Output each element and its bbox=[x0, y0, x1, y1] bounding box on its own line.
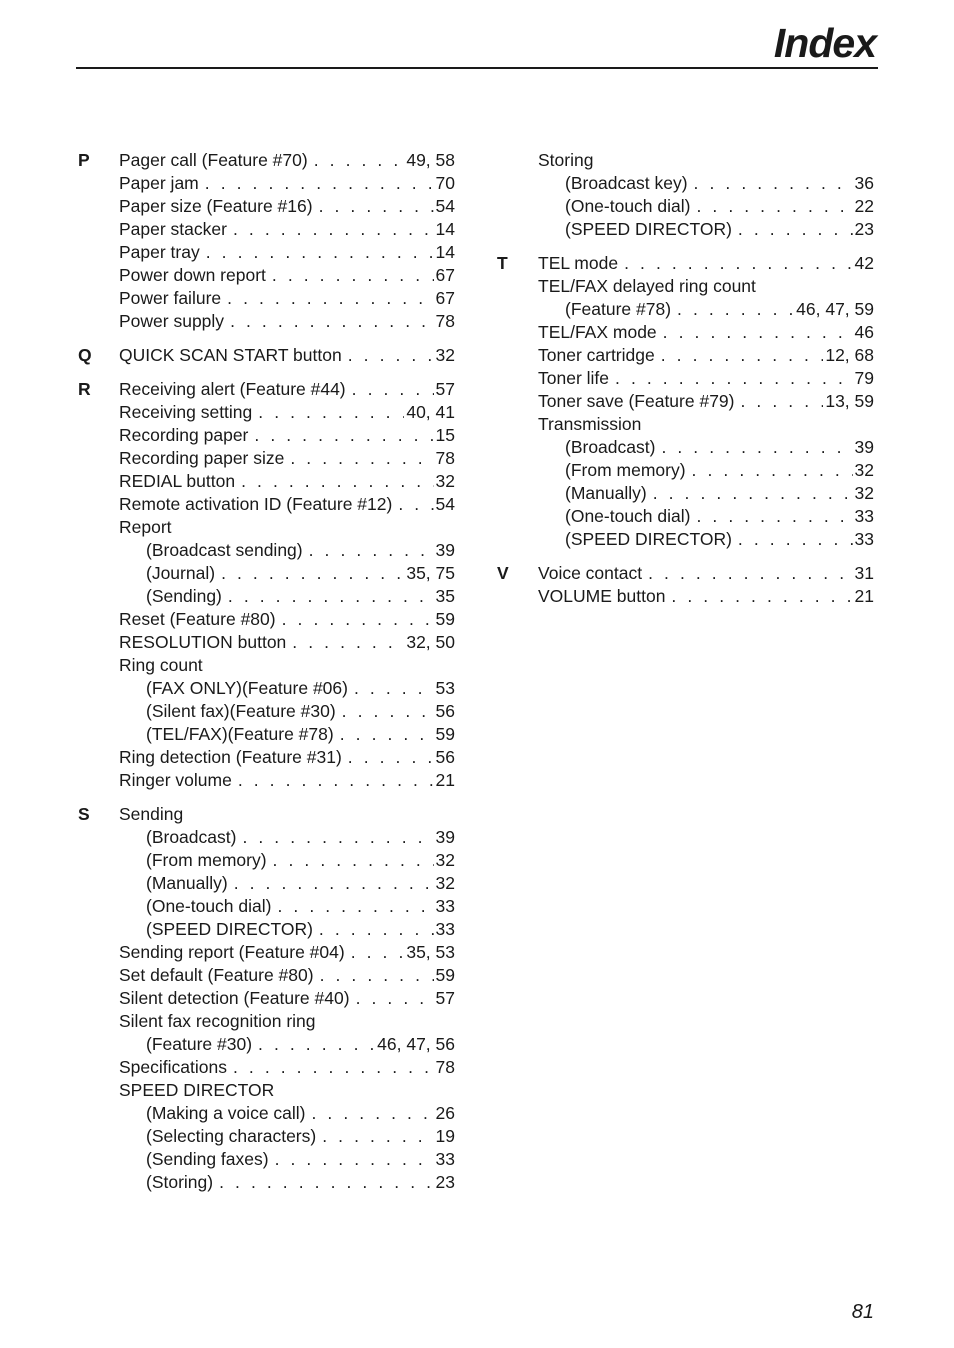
entry-label: Set default (Feature #80) bbox=[119, 965, 314, 985]
entry-pages: 14 bbox=[435, 219, 455, 239]
entry-label: Voice contact bbox=[538, 563, 643, 583]
entry-pages: 32 bbox=[854, 460, 874, 480]
dot-leader bbox=[671, 585, 852, 608]
entry-pages: 32, 50 bbox=[406, 632, 455, 652]
entry-label: Receiving alert (Feature #44) bbox=[119, 379, 346, 399]
index-entry bbox=[495, 298, 874, 321]
entry-pages: 32 bbox=[435, 873, 455, 893]
dot-leader bbox=[398, 493, 433, 516]
entry-pages: 40, 41 bbox=[406, 402, 455, 422]
dot-leader bbox=[696, 195, 852, 218]
entry-pages: 22 bbox=[854, 196, 874, 216]
index-entry bbox=[495, 585, 874, 608]
entry-pages: 53 bbox=[435, 678, 455, 698]
dot-leader bbox=[309, 539, 434, 562]
dot-leader bbox=[233, 1056, 434, 1079]
entry-label: (SPEED DIRECTOR) bbox=[146, 919, 313, 939]
entry-pages: 21 bbox=[854, 586, 874, 606]
entry-pages: 79 bbox=[854, 368, 874, 388]
index-entry bbox=[76, 1125, 455, 1148]
entry-pages: 32 bbox=[435, 850, 455, 870]
index-entry bbox=[76, 964, 455, 987]
entry-label: (Storing) bbox=[146, 1172, 214, 1192]
entry-pages: 14 bbox=[435, 242, 455, 262]
index-entry bbox=[76, 287, 455, 310]
entry-pages: 36 bbox=[854, 173, 874, 193]
index-entry bbox=[495, 367, 874, 390]
dot-leader bbox=[228, 585, 434, 608]
index-entry bbox=[495, 218, 874, 241]
index-entry bbox=[76, 1033, 455, 1056]
entry-label: Receiving setting bbox=[119, 402, 253, 422]
entry-label: Remote activation ID (Feature #12) bbox=[119, 494, 393, 514]
dot-leader bbox=[206, 241, 434, 264]
entry-label: Power supply bbox=[119, 311, 225, 331]
entry-label: (Sending) bbox=[146, 586, 222, 606]
page-title: Index bbox=[773, 20, 876, 66]
entry-pages: 35, 75 bbox=[406, 563, 455, 583]
entry-pages: 59 bbox=[435, 724, 455, 744]
dot-leader bbox=[352, 378, 434, 401]
entry-label: (Sending faxes) bbox=[146, 1149, 269, 1169]
index-entry bbox=[76, 470, 455, 493]
entry-pages: 13, 59 bbox=[825, 391, 874, 411]
entry-label: Silent detection (Feature #40) bbox=[119, 988, 350, 1008]
entry-pages: 35 bbox=[435, 586, 455, 606]
dot-leader bbox=[738, 528, 853, 551]
entry-pages: 21 bbox=[435, 770, 455, 790]
entry-label: (Broadcast sending) bbox=[146, 540, 303, 560]
entry-label: Paper jam bbox=[119, 173, 199, 193]
dot-leader bbox=[277, 895, 433, 918]
index-entry bbox=[76, 424, 455, 447]
index-entry bbox=[76, 987, 455, 1010]
index-entry bbox=[76, 1148, 455, 1171]
dot-leader bbox=[348, 746, 434, 769]
dot-leader bbox=[314, 149, 405, 172]
entry-pages: 59 bbox=[435, 609, 455, 629]
dot-leader bbox=[354, 677, 434, 700]
entry-label: VOLUME button bbox=[538, 586, 666, 606]
dot-leader bbox=[738, 218, 853, 241]
index-entry bbox=[76, 608, 455, 631]
index-entry bbox=[495, 344, 874, 367]
dot-leader bbox=[356, 987, 434, 1010]
entry-label: Toner save (Feature #79) bbox=[538, 391, 735, 411]
dot-leader bbox=[258, 1033, 375, 1056]
dot-leader bbox=[273, 849, 434, 872]
index-entry bbox=[76, 631, 455, 654]
index-entry bbox=[495, 528, 874, 551]
entry-pages: 59 bbox=[435, 965, 455, 985]
entry-label: Ring detection (Feature #31) bbox=[119, 747, 342, 767]
index-column-left bbox=[76, 149, 455, 1205]
index-entry bbox=[76, 872, 455, 895]
entry-label: Ring count bbox=[119, 655, 203, 675]
entry-label: (One-touch dial) bbox=[565, 196, 691, 216]
index-letter: T bbox=[497, 253, 508, 273]
index-entry bbox=[495, 413, 874, 436]
entry-pages: 78 bbox=[435, 1057, 455, 1077]
entry-pages: 32 bbox=[435, 471, 455, 491]
entry-pages: 32 bbox=[435, 345, 455, 365]
dot-leader bbox=[221, 562, 404, 585]
dot-leader bbox=[233, 218, 434, 241]
index-entry bbox=[495, 436, 874, 459]
entry-label: (Manually) bbox=[146, 873, 228, 893]
index-entry bbox=[495, 482, 874, 505]
dot-leader bbox=[292, 631, 404, 654]
dot-leader bbox=[615, 367, 853, 390]
dot-leader bbox=[322, 1125, 433, 1148]
entry-label: TEL/FAX delayed ring count bbox=[538, 276, 756, 296]
index-entry bbox=[76, 746, 455, 769]
dot-leader bbox=[320, 964, 434, 987]
entry-pages: 35, 53 bbox=[406, 942, 455, 962]
entry-label: Power failure bbox=[119, 288, 222, 308]
entry-label: Paper stacker bbox=[119, 219, 227, 239]
entry-pages: 46, 47, 56 bbox=[377, 1034, 455, 1054]
index-entry bbox=[76, 218, 455, 241]
entry-label: (FAX ONLY)(Feature #06) bbox=[146, 678, 348, 698]
index-entry bbox=[76, 172, 455, 195]
entry-label: Silent fax recognition ring bbox=[119, 1011, 316, 1031]
entry-label: Paper size (Feature #16) bbox=[119, 196, 313, 216]
index-entry bbox=[76, 918, 455, 941]
entry-pages: 33 bbox=[854, 529, 874, 549]
entry-label: (Silent fax)(Feature #30) bbox=[146, 701, 336, 721]
index-letter: P bbox=[78, 150, 90, 170]
dot-leader bbox=[234, 872, 434, 895]
index-entry bbox=[495, 172, 874, 195]
dot-leader bbox=[663, 321, 853, 344]
dot-leader bbox=[694, 172, 853, 195]
entry-label: (Making a voice call) bbox=[146, 1103, 306, 1123]
entry-pages: 46, 47, 59 bbox=[796, 299, 874, 319]
dot-leader bbox=[342, 700, 434, 723]
dot-leader bbox=[254, 424, 433, 447]
index-entry bbox=[495, 390, 874, 413]
entry-pages: 19 bbox=[435, 1126, 455, 1146]
entry-label: Paper tray bbox=[119, 242, 200, 262]
index-entry bbox=[76, 562, 455, 585]
dot-leader bbox=[351, 941, 405, 964]
index-entry bbox=[495, 149, 874, 172]
index-entry bbox=[76, 941, 455, 964]
entry-label: (From memory) bbox=[565, 460, 686, 480]
entry-label: (Feature #78) bbox=[565, 299, 672, 319]
index-entry bbox=[76, 1102, 455, 1125]
entry-pages: 33 bbox=[435, 896, 455, 916]
dot-leader bbox=[661, 436, 852, 459]
dot-leader bbox=[319, 918, 434, 941]
entry-pages: 39 bbox=[435, 540, 455, 560]
dot-leader bbox=[219, 1171, 433, 1194]
index-group bbox=[495, 562, 874, 608]
entry-label: (Broadcast) bbox=[565, 437, 656, 457]
index-column-right bbox=[495, 149, 874, 619]
dot-leader bbox=[677, 298, 794, 321]
index-entry bbox=[495, 275, 874, 298]
index-entry bbox=[76, 1056, 455, 1079]
entry-pages: 54 bbox=[435, 494, 455, 514]
index-entry bbox=[76, 895, 455, 918]
index-entry bbox=[495, 562, 874, 585]
entry-pages: 67 bbox=[435, 288, 455, 308]
entry-label: Reset (Feature #80) bbox=[119, 609, 276, 629]
entry-pages: 54 bbox=[435, 196, 455, 216]
index-entry bbox=[495, 505, 874, 528]
dot-leader bbox=[230, 310, 433, 333]
entry-label: (Feature #30) bbox=[146, 1034, 253, 1054]
entry-label: Recording paper size bbox=[119, 448, 285, 468]
dot-leader bbox=[205, 172, 434, 195]
entry-pages: 70 bbox=[435, 173, 455, 193]
index-entry bbox=[76, 826, 455, 849]
entry-label: (One-touch dial) bbox=[146, 896, 272, 916]
title-rule bbox=[76, 67, 878, 69]
index-group bbox=[495, 252, 874, 551]
entry-pages: 57 bbox=[435, 379, 455, 399]
entry-label: QUICK SCAN START button bbox=[119, 345, 342, 365]
page-number: 81 bbox=[851, 1301, 874, 1323]
entry-label: TEL mode bbox=[538, 253, 619, 273]
entry-pages: 39 bbox=[854, 437, 874, 457]
index-entry bbox=[495, 195, 874, 218]
index-entry bbox=[76, 1010, 455, 1033]
entry-pages: 78 bbox=[435, 448, 455, 468]
dot-leader bbox=[319, 195, 434, 218]
dot-leader bbox=[692, 459, 853, 482]
index-group bbox=[76, 378, 455, 792]
entry-label: (SPEED DIRECTOR) bbox=[565, 219, 732, 239]
dot-leader bbox=[312, 1102, 434, 1125]
entry-pages: 31 bbox=[854, 563, 874, 583]
index-letter: V bbox=[497, 563, 509, 583]
entry-label: RESOLUTION button bbox=[119, 632, 287, 652]
index-group bbox=[76, 149, 455, 333]
index-entry bbox=[76, 401, 455, 424]
index-entry bbox=[76, 539, 455, 562]
entry-pages: 78 bbox=[435, 311, 455, 331]
entry-pages: 49, 58 bbox=[406, 150, 455, 170]
entry-pages: 26 bbox=[435, 1103, 455, 1123]
index-letter: R bbox=[78, 379, 91, 399]
index-entry bbox=[76, 241, 455, 264]
dot-leader bbox=[653, 482, 853, 505]
index-entry bbox=[76, 769, 455, 792]
entry-label: Toner life bbox=[538, 368, 610, 388]
dot-leader bbox=[227, 287, 433, 310]
index-entry bbox=[76, 700, 455, 723]
index-entry bbox=[76, 310, 455, 333]
index-entry bbox=[76, 654, 455, 677]
entry-pages: 32 bbox=[854, 483, 874, 503]
entry-pages: 46 bbox=[854, 322, 874, 342]
entry-label: (TEL/FAX)(Feature #78) bbox=[146, 724, 334, 744]
entry-label: Storing bbox=[538, 150, 594, 170]
dot-leader bbox=[348, 344, 434, 367]
entry-pages: 67 bbox=[435, 265, 455, 285]
dot-leader bbox=[648, 562, 852, 585]
dot-leader bbox=[696, 505, 852, 528]
entry-label: Ringer volume bbox=[119, 770, 232, 790]
index-entry bbox=[495, 252, 874, 275]
entry-pages: 15 bbox=[435, 425, 455, 445]
entry-label: (One-touch dial) bbox=[565, 506, 691, 526]
entry-label: TEL/FAX mode bbox=[538, 322, 657, 342]
index-entry bbox=[495, 321, 874, 344]
entry-label: Report bbox=[119, 517, 172, 537]
index-entry bbox=[76, 1171, 455, 1194]
entry-label: (Journal) bbox=[146, 563, 216, 583]
index-entry bbox=[76, 723, 455, 746]
dot-leader bbox=[741, 390, 824, 413]
entry-label: Transmission bbox=[538, 414, 642, 434]
dot-leader bbox=[241, 470, 433, 493]
entry-pages: 12, 68 bbox=[825, 345, 874, 365]
index-letter: S bbox=[78, 804, 90, 824]
entry-label: Sending bbox=[119, 804, 184, 824]
dot-leader bbox=[340, 723, 434, 746]
index-entry bbox=[495, 459, 874, 482]
entry-label: SPEED DIRECTOR bbox=[119, 1080, 275, 1100]
entry-label: Pager call (Feature #70) bbox=[119, 150, 308, 170]
dot-leader bbox=[275, 1148, 434, 1171]
dot-leader bbox=[282, 608, 434, 631]
index-entry bbox=[76, 378, 455, 401]
index-entry bbox=[76, 803, 455, 826]
entry-label: Sending report (Feature #04) bbox=[119, 942, 345, 962]
entry-pages: 42 bbox=[854, 253, 874, 273]
entry-label: Specifications bbox=[119, 1057, 227, 1077]
index-group bbox=[495, 149, 874, 241]
dot-leader bbox=[258, 401, 404, 424]
entry-label: (Broadcast key) bbox=[565, 173, 688, 193]
entry-label: Power down report bbox=[119, 265, 266, 285]
index-group bbox=[76, 803, 455, 1194]
entry-pages: 33 bbox=[435, 919, 455, 939]
entry-label: (Manually) bbox=[565, 483, 647, 503]
index-entry bbox=[76, 849, 455, 872]
entry-pages: 23 bbox=[854, 219, 874, 239]
index-group bbox=[76, 344, 455, 367]
entry-pages: 33 bbox=[435, 1149, 455, 1169]
dot-leader bbox=[290, 447, 433, 470]
index-entry bbox=[76, 677, 455, 700]
entry-pages: 56 bbox=[435, 747, 455, 767]
entry-label: REDIAL button bbox=[119, 471, 236, 491]
dot-leader bbox=[272, 264, 434, 287]
entry-pages: 56 bbox=[435, 701, 455, 721]
index-entry bbox=[76, 344, 455, 367]
index-entry bbox=[76, 195, 455, 218]
index-entry bbox=[76, 585, 455, 608]
index-entry bbox=[76, 149, 455, 172]
index-letter: Q bbox=[78, 345, 92, 365]
index-entry bbox=[76, 493, 455, 516]
entry-label: Toner cartridge bbox=[538, 345, 655, 365]
entry-pages: 33 bbox=[854, 506, 874, 526]
entry-label: Recording paper bbox=[119, 425, 249, 445]
index-entry bbox=[76, 264, 455, 287]
entry-label: (Selecting characters) bbox=[146, 1126, 317, 1146]
entry-pages: 57 bbox=[435, 988, 455, 1008]
dot-leader bbox=[661, 344, 824, 367]
dot-leader bbox=[624, 252, 852, 275]
entry-pages: 39 bbox=[435, 827, 455, 847]
entry-pages: 23 bbox=[435, 1172, 455, 1192]
entry-label: (SPEED DIRECTOR) bbox=[565, 529, 732, 549]
dot-leader bbox=[238, 769, 434, 792]
index-entry bbox=[76, 516, 455, 539]
entry-label: (Broadcast) bbox=[146, 827, 237, 847]
entry-label: (From memory) bbox=[146, 850, 267, 870]
dot-leader bbox=[242, 826, 433, 849]
index-entry bbox=[76, 1079, 455, 1102]
index-entry bbox=[76, 447, 455, 470]
